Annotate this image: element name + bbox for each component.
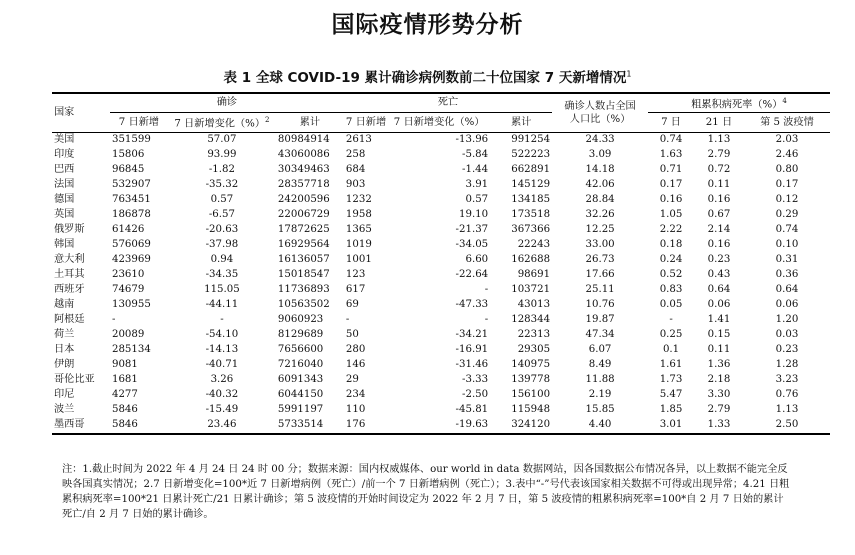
cell-cfr-21d: 2.18 — [707, 374, 731, 386]
cell-confirmed-cumulative: 43060086 — [277, 149, 330, 161]
cell-cfr-7d: 0.1 — [662, 344, 680, 356]
cell-deaths-new: 1365 — [345, 224, 372, 236]
cell-country: 荷兰 — [54, 329, 75, 341]
cell-country: 法国 — [54, 179, 75, 191]
cell-deaths-new: 29 — [345, 374, 359, 386]
cell-deaths-new: 50 — [345, 329, 359, 341]
cell-deaths-new: 123 — [345, 269, 366, 281]
header-deaths-cumulative: 累计 — [490, 113, 552, 132]
cell-confirmed-cumulative: 5991197 — [277, 404, 324, 416]
cell-deaths-cumulative: 145129 — [511, 179, 551, 191]
table-row — [52, 373, 830, 388]
cell-pop-ratio: 26.73 — [585, 254, 615, 266]
cell-deaths-change: -31.46 — [455, 359, 489, 371]
cell-confirmed-new: 5846 — [111, 404, 138, 416]
table-row — [52, 418, 830, 434]
header-deaths: 死亡 — [344, 93, 552, 113]
cell-confirmed-cumulative: 16136057 — [277, 254, 330, 266]
covid-table — [52, 92, 830, 435]
cell-deaths-new: 684 — [345, 164, 366, 176]
cell-country: 伊朗 — [54, 359, 75, 371]
cell-cfr-wave5: 0.64 — [775, 284, 799, 296]
cell-cfr-7d: 1.85 — [659, 404, 683, 416]
cell-cfr-21d: 0.23 — [707, 254, 731, 266]
cell-pop-ratio: 6.07 — [588, 344, 612, 356]
cell-cfr-21d: 0.72 — [707, 164, 731, 176]
cell-cfr-21d: 0.16 — [707, 239, 731, 251]
cell-cfr-7d: 0.16 — [659, 194, 683, 206]
table-row — [52, 193, 830, 208]
header-confirmed-new7: 7 日新增 — [110, 113, 168, 132]
cell-pop-ratio: 12.25 — [585, 224, 615, 236]
cell-cfr-21d: 2.79 — [707, 149, 731, 161]
page-title: 国际疫情形势分析 — [331, 12, 524, 38]
cell-pop-ratio: 17.66 — [585, 269, 615, 281]
cell-cfr-21d: 0.15 — [707, 329, 731, 341]
cell-confirmed-cumulative: 7656600 — [277, 344, 324, 356]
cell-confirmed-new: 576069 — [111, 239, 151, 251]
cell-country: 波兰 — [54, 404, 75, 416]
cell-confirmed-cumulative: 80984914 — [277, 134, 330, 146]
table-row — [52, 178, 830, 193]
cell-deaths-change: 6.60 — [465, 254, 489, 266]
cell-deaths-cumulative: 29305 — [517, 344, 551, 356]
cell-confirmed-change: 0.94 — [210, 254, 234, 266]
cell-country: 印尼 — [54, 389, 75, 401]
cell-deaths-change: -21.37 — [455, 224, 489, 236]
cell-deaths-change: -5.84 — [462, 149, 489, 161]
table-row — [52, 298, 830, 313]
table-row — [52, 132, 830, 148]
cell-cfr-21d: 0.64 — [707, 284, 731, 296]
cell-country: 土耳其 — [54, 269, 85, 281]
header-row-sub — [52, 113, 830, 132]
cell-deaths-new: 2613 — [345, 134, 372, 146]
cell-deaths-cumulative: 22313 — [517, 329, 551, 341]
cell-deaths-cumulative: 991254 — [511, 134, 551, 146]
cell-confirmed-new: 23610 — [111, 269, 145, 281]
cell-country: 美国 — [54, 134, 75, 146]
cell-deaths-change: -3.33 — [462, 374, 489, 386]
cell-confirmed-cumulative: 11736893 — [277, 284, 330, 296]
header-cfr — [648, 93, 830, 113]
cell-cfr-7d: 0.52 — [659, 269, 683, 281]
cell-country: 墨西哥 — [52, 418, 110, 434]
cell-cfr-21d: 2.14 — [707, 224, 731, 236]
cell-confirmed-change: -37.98 — [205, 239, 239, 251]
cell-pop-ratio: 15.85 — [585, 404, 615, 416]
table-title-text: 表 1 全球 COVID-19 累计确诊病例数前二十位国家 7 天新增情况 — [223, 70, 627, 86]
table-row — [52, 253, 830, 268]
cell-confirmed-change: -20.63 — [205, 224, 239, 236]
cell-cfr-7d: 0.83 — [659, 284, 683, 296]
header-deaths-change7: 7 日新增变化（%） — [388, 113, 490, 132]
cell-confirmed-change: -40.71 — [205, 359, 239, 371]
cell-confirmed-new: 130955 — [111, 299, 151, 311]
cell-deaths-change: 3.91 — [465, 179, 489, 191]
cell-confirmed-change: 93.99 — [207, 149, 237, 161]
table-row — [52, 403, 830, 418]
cell-cfr-wave5: 0.74 — [775, 224, 799, 236]
cell-deaths-new: 234 — [345, 389, 366, 401]
cell-deaths-new: 176 — [344, 418, 388, 434]
cell-confirmed-change: -44.11 — [205, 299, 239, 311]
cell-cfr-7d: - — [669, 314, 673, 326]
cell-confirmed-new: 4277 — [111, 389, 138, 401]
cell-deaths-cumulative: 115948 — [511, 404, 551, 416]
cell-confirmed-change: -1.82 — [208, 164, 235, 176]
cell-deaths-cumulative: 43013 — [517, 299, 551, 311]
cell-confirmed-new: 5846 — [110, 418, 168, 434]
cell-cfr-7d: 0.71 — [659, 164, 683, 176]
cell-cfr-21d: 0.43 — [707, 269, 731, 281]
table-row — [52, 283, 830, 298]
cell-confirmed-change: 115.05 — [204, 284, 240, 296]
header-deaths-new7: 7 日新增 — [344, 113, 388, 132]
cell-confirmed-change: 3.26 — [210, 374, 234, 386]
cell-confirmed-change: 23.46 — [168, 418, 276, 434]
cell-confirmed-new: 20089 — [111, 329, 145, 341]
cell-country: 日本 — [54, 344, 75, 356]
table-row — [52, 268, 830, 283]
cell-deaths-new: 1958 — [345, 209, 372, 221]
cell-deaths-cumulative: 324120 — [490, 418, 552, 434]
cell-deaths-change: -22.64 — [455, 269, 489, 281]
cell-cfr-wave5: 0.36 — [775, 269, 799, 281]
cell-cfr-7d: 3.01 — [648, 418, 694, 434]
cell-cfr-21d: 0.06 — [707, 299, 731, 311]
cell-cfr-21d: 0.67 — [707, 209, 731, 221]
cell-deaths-change: 19.10 — [458, 209, 489, 221]
cell-confirmed-cumulative: 6091343 — [277, 374, 324, 386]
table-row — [52, 358, 830, 373]
cell-deaths-cumulative: 103721 — [511, 284, 551, 296]
cell-deaths-cumulative: 156100 — [511, 389, 551, 401]
cell-cfr-wave5: 0.23 — [775, 344, 799, 356]
cell-cfr-wave5: 0.80 — [775, 164, 799, 176]
cell-cfr-21d: 0.11 — [707, 179, 731, 191]
table-row — [52, 313, 830, 328]
cell-confirmed-change: - — [220, 314, 224, 326]
cell-cfr-wave5: 1.28 — [775, 359, 799, 371]
cell-confirmed-change: 57.07 — [207, 134, 237, 146]
cell-confirmed-change: -6.57 — [208, 209, 235, 221]
header-country: 国家 — [52, 93, 110, 132]
cell-pop-ratio: 2.19 — [588, 389, 612, 401]
cell-cfr-wave5: 1.20 — [775, 314, 799, 326]
cell-cfr-21d: 1.33 — [694, 418, 744, 434]
cell-deaths-new: 69 — [345, 299, 359, 311]
cell-country: 韩国 — [54, 239, 75, 251]
cell-country: 西班牙 — [54, 284, 85, 296]
cell-confirmed-new: 15806 — [111, 149, 145, 161]
cell-cfr-21d: 1.41 — [707, 314, 731, 326]
cell-deaths-cumulative: 662891 — [511, 164, 551, 176]
cell-deaths-change: -1.44 — [462, 164, 489, 176]
table-row — [52, 163, 830, 178]
cell-deaths-new: 617 — [345, 284, 366, 296]
cell-deaths-cumulative: 139778 — [511, 374, 551, 386]
header-pop-ratio — [552, 93, 648, 132]
cell-deaths-cumulative: 522223 — [511, 149, 551, 161]
cell-deaths-cumulative: 134185 — [511, 194, 551, 206]
cell-confirmed-change: -34.35 — [205, 269, 239, 281]
cell-confirmed-cumulative: 9060923 — [277, 314, 324, 326]
header-confirmed-change7-footnote: 2 — [265, 116, 270, 125]
cell-country: 巴西 — [54, 164, 75, 176]
table-row — [52, 343, 830, 358]
cell-pop-ratio: 14.18 — [585, 164, 615, 176]
header-confirmed-change7 — [168, 113, 276, 132]
cell-confirmed-cumulative: 28357718 — [277, 179, 330, 191]
cell-pop-ratio: 42.06 — [585, 179, 615, 191]
cell-deaths-change: -47.33 — [455, 299, 489, 311]
header-confirmed-change7-text: 7 日新增变化（%） — [174, 118, 266, 130]
cell-deaths-change: -19.63 — [388, 418, 490, 434]
cell-confirmed-new: 96845 — [111, 164, 145, 176]
cell-deaths-new: - — [345, 314, 350, 326]
cell-deaths-change: 0.57 — [465, 194, 489, 206]
cell-deaths-cumulative: 22243 — [517, 239, 551, 251]
cell-deaths-change: -45.81 — [455, 404, 489, 416]
cell-country: 意大利 — [54, 254, 85, 266]
cell-cfr-7d: 5.47 — [659, 389, 683, 401]
cell-cfr-wave5: 0.06 — [775, 299, 799, 311]
cell-confirmed-new: 74679 — [111, 284, 145, 296]
cell-deaths-new: 1001 — [345, 254, 372, 266]
cell-cfr-wave5: 0.31 — [775, 254, 799, 266]
cell-deaths-new: 146 — [345, 359, 366, 371]
cell-confirmed-change: -54.10 — [205, 329, 239, 341]
cell-cfr-wave5: 0.17 — [775, 179, 799, 191]
cell-deaths-new: 280 — [345, 344, 366, 356]
cell-confirmed-cumulative: 10563502 — [277, 299, 330, 311]
cell-confirmed-new: 1681 — [111, 374, 138, 386]
cell-cfr-21d: 1.13 — [707, 134, 731, 146]
cell-confirmed-new: 423969 — [111, 254, 151, 266]
cell-cfr-21d: 0.11 — [707, 344, 731, 356]
cell-deaths-change: -34.05 — [455, 239, 489, 251]
cell-cfr-wave5: 0.29 — [775, 209, 799, 221]
cell-confirmed-new: 61426 — [111, 224, 145, 236]
cell-pop-ratio: 28.84 — [585, 194, 615, 206]
cell-country: 英国 — [54, 209, 75, 221]
header-pop-ratio-line2: 人口比（%） — [569, 113, 631, 125]
cell-cfr-wave5: 2.03 — [775, 134, 799, 146]
cell-confirmed-cumulative: 15018547 — [277, 269, 330, 281]
cell-deaths-change: - — [484, 284, 489, 296]
cell-deaths-cumulative: 140975 — [511, 359, 551, 371]
cell-cfr-7d: 1.61 — [659, 359, 683, 371]
table-body — [52, 132, 830, 434]
cell-cfr-wave5: 2.46 — [775, 149, 799, 161]
cell-deaths-new: 1232 — [345, 194, 372, 206]
cell-deaths-cumulative: 98691 — [517, 269, 551, 281]
table-row — [52, 223, 830, 238]
cell-deaths-new: 110 — [345, 404, 366, 416]
cell-deaths-new: 1019 — [345, 239, 372, 251]
cell-cfr-21d: 3.30 — [707, 389, 731, 401]
cell-confirmed-new: 532907 — [111, 179, 151, 191]
cell-cfr-7d: 1.05 — [659, 209, 683, 221]
header-confirmed: 确诊 — [110, 93, 344, 113]
cell-confirmed-cumulative: 24200596 — [277, 194, 330, 206]
cell-confirmed-change: -14.13 — [205, 344, 239, 356]
cell-deaths-new: 258 — [345, 149, 366, 161]
cell-cfr-21d: 0.16 — [707, 194, 731, 206]
cell-cfr-21d: 1.36 — [707, 359, 731, 371]
cell-cfr-21d: 2.79 — [707, 404, 731, 416]
cell-cfr-7d: 2.22 — [659, 224, 683, 236]
table-row — [52, 208, 830, 223]
cell-pop-ratio: 3.09 — [588, 149, 612, 161]
cell-confirmed-change: -35.32 — [205, 179, 239, 191]
cell-cfr-7d: 0.05 — [659, 299, 683, 311]
cell-confirmed-new: 351599 — [111, 134, 151, 146]
cell-cfr-7d: 0.18 — [659, 239, 683, 251]
cell-deaths-change: -13.96 — [455, 134, 489, 146]
cell-deaths-cumulative: 128344 — [511, 314, 551, 326]
cell-deaths-change: -2.50 — [462, 389, 489, 401]
cell-cfr-7d: 0.74 — [659, 134, 683, 146]
table-row — [52, 388, 830, 403]
cell-deaths-cumulative: 367366 — [511, 224, 551, 236]
table-row — [52, 148, 830, 163]
cell-confirmed-change: 0.57 — [210, 194, 234, 206]
cell-cfr-7d: 0.25 — [659, 329, 683, 341]
cell-pop-ratio: 8.49 — [588, 359, 612, 371]
cell-pop-ratio: 32.26 — [585, 209, 615, 221]
table-row — [52, 328, 830, 343]
cell-country: 德国 — [54, 194, 75, 206]
cell-confirmed-cumulative: 22006729 — [277, 209, 330, 221]
cell-cfr-7d: 0.17 — [659, 179, 683, 191]
cell-cfr-7d: 1.63 — [659, 149, 683, 161]
table-title — [0, 66, 855, 86]
cell-confirmed-cumulative: 5733514 — [276, 418, 344, 434]
cell-cfr-wave5: 3.23 — [775, 374, 799, 386]
cell-pop-ratio: 4.40 — [552, 418, 648, 434]
cell-confirmed-cumulative: 6044150 — [277, 389, 324, 401]
cell-country: 印度 — [54, 149, 75, 161]
header-cfr-wave5: 第 5 波疫情 — [744, 113, 830, 132]
header-cfr-footnote: 4 — [782, 97, 787, 105]
cell-cfr-wave5: 1.13 — [775, 404, 799, 416]
cell-pop-ratio: 11.88 — [585, 374, 615, 386]
cell-confirmed-cumulative: 7216040 — [277, 359, 324, 371]
cell-deaths-change: -16.91 — [455, 344, 489, 356]
cell-pop-ratio: 10.76 — [585, 299, 615, 311]
cell-country: 俄罗斯 — [54, 224, 85, 236]
cell-confirmed-new: 9081 — [111, 359, 138, 371]
cell-cfr-7d: 1.73 — [659, 374, 683, 386]
cell-confirmed-new: 186878 — [111, 209, 151, 221]
cell-cfr-wave5: 0.03 — [775, 329, 799, 341]
cell-country: 哥伦比亚 — [54, 374, 95, 386]
footnote: 注：1.截止时间为 2022 年 4 月 24 日 24 时 00 分；数据来源：国内权威媒体、our world in data 数据网站，因各国数据公布情况各异，以上数据不能完全反映各国真实情况；2.7 日新增变化=100*近 7 日新增病例（死亡）/前一个 7 日新增病例（死亡）；3.表中“-”号代表该国家相关数据不可得或出现异常；4.21 日粗累积病死率=100*21 日累计死亡/21 日累计确诊；第 5 波疫情的开始时间设定为 2022 年 2 月 7 日，第 5 波疫情的粗累积病死率=100*自 2 月 7 日始的累计死亡/自 2 月 7 日始的累计确诊。 — [62, 464, 790, 520]
header-cfr-7d: 7 日 — [648, 113, 694, 132]
header-cfr-text: 粗累积病死率（%） — [691, 99, 783, 111]
table-row — [52, 238, 830, 253]
cell-pop-ratio: 24.33 — [585, 134, 615, 146]
cell-cfr-wave5: 0.76 — [775, 389, 799, 401]
header-row-group — [52, 93, 830, 113]
header-pop-ratio-line1: 确诊人数占全国 — [564, 100, 636, 112]
cell-pop-ratio: 25.11 — [585, 284, 615, 296]
cell-confirmed-new: - — [111, 314, 116, 326]
cell-pop-ratio: 19.87 — [585, 314, 615, 326]
cell-cfr-wave5: 0.10 — [775, 239, 799, 251]
header-cfr-21d: 21 日 — [694, 113, 744, 132]
cell-deaths-change: -34.21 — [455, 329, 489, 341]
cell-cfr-wave5: 2.50 — [744, 418, 830, 434]
cell-confirmed-cumulative: 16929564 — [277, 239, 330, 251]
cell-confirmed-new: 285134 — [111, 344, 151, 356]
cell-deaths-new: 903 — [345, 179, 366, 191]
cell-pop-ratio: 47.34 — [585, 329, 615, 341]
cell-deaths-change: - — [484, 314, 489, 326]
cell-country: 阿根廷 — [54, 314, 85, 326]
cell-cfr-7d: 0.24 — [659, 254, 683, 266]
cell-confirmed-cumulative: 30349463 — [277, 164, 330, 176]
cell-deaths-cumulative: 173518 — [511, 209, 551, 221]
cell-confirmed-cumulative: 17872625 — [277, 224, 330, 236]
cell-confirmed-cumulative: 8129689 — [277, 329, 324, 341]
cell-confirmed-change: -15.49 — [205, 404, 239, 416]
header-confirmed-cumulative: 累计 — [276, 113, 344, 132]
table-title-footnote: 1 — [626, 69, 632, 79]
cell-cfr-wave5: 0.12 — [775, 194, 799, 206]
cell-deaths-cumulative: 162688 — [511, 254, 551, 266]
cell-country: 越南 — [54, 299, 75, 311]
cell-confirmed-change: -40.32 — [205, 389, 239, 401]
cell-pop-ratio: 33.00 — [585, 239, 615, 251]
cell-confirmed-new: 763451 — [111, 194, 151, 206]
